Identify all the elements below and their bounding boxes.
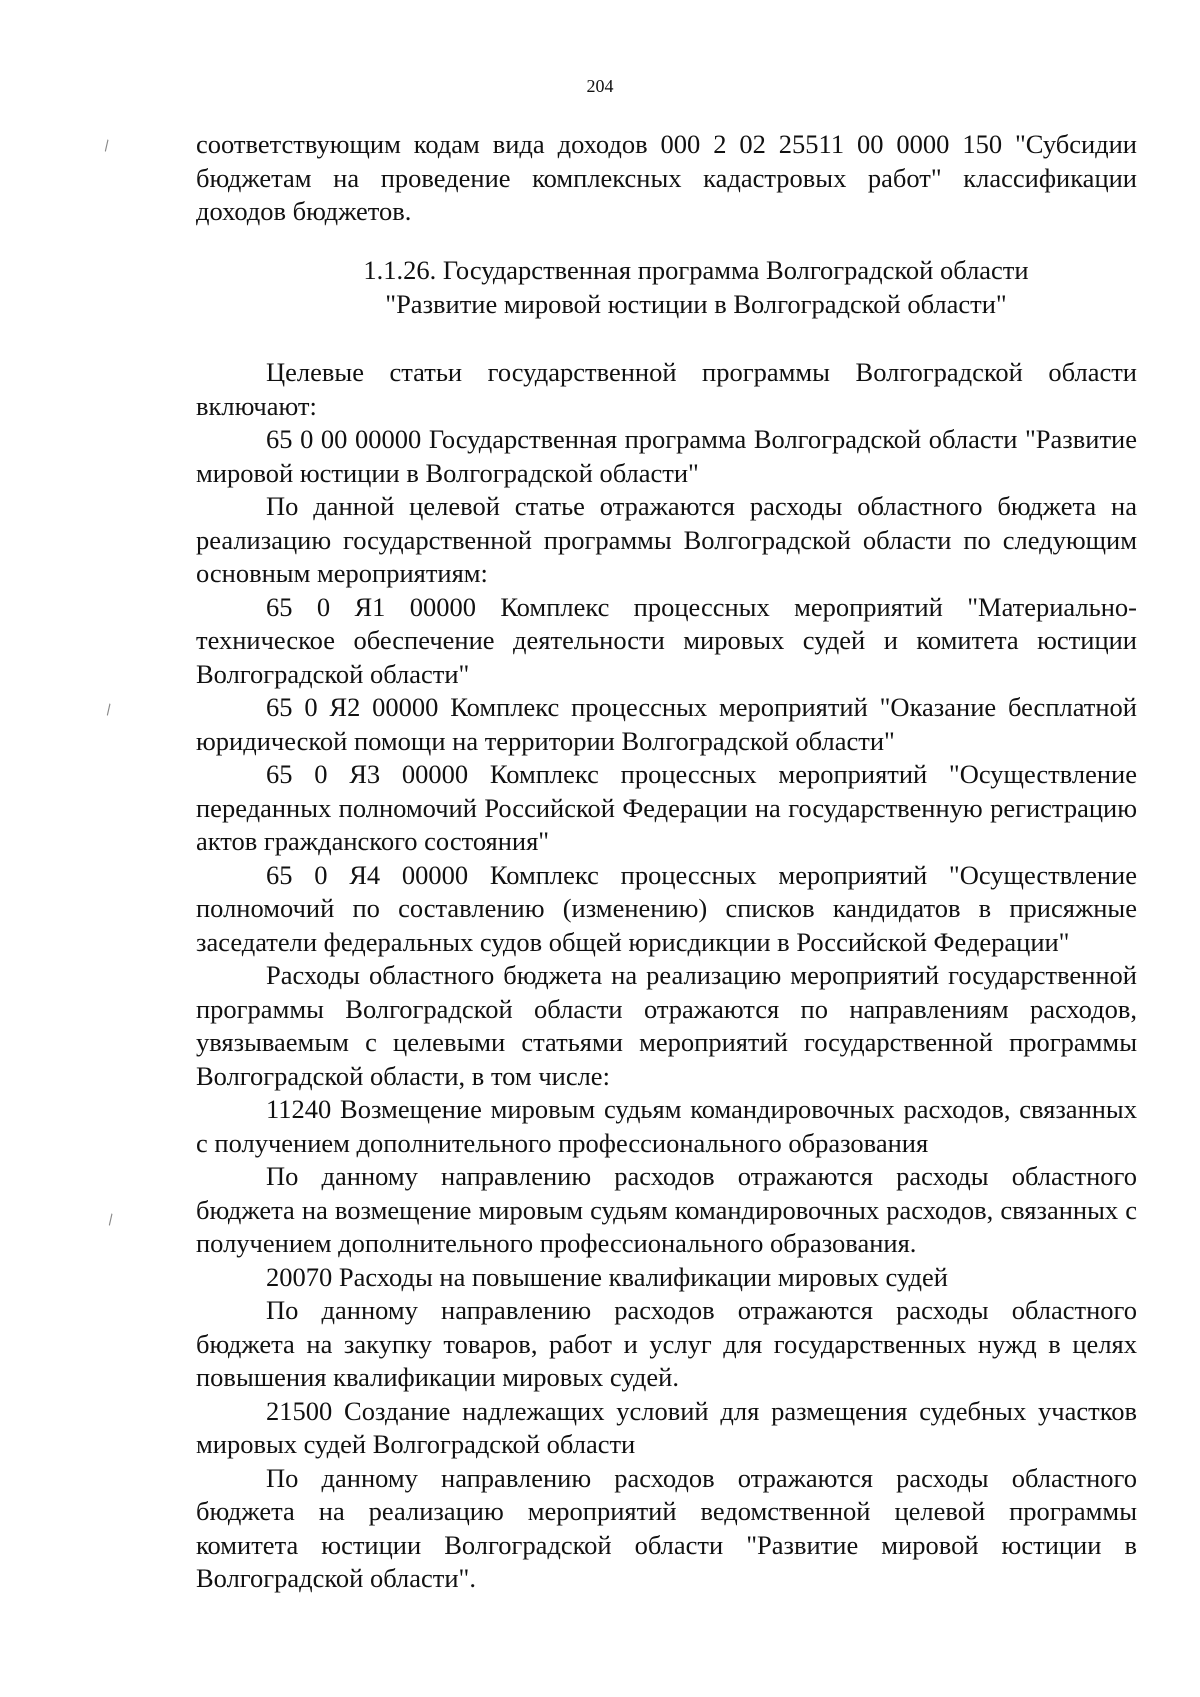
paragraph: 65 0 Я3 00000 Комплекс процессных мероприятий "Осуществление переданных полномочий Российской Федерации на государственную регистрацию актов гражданского состояния" (196, 759, 1137, 856)
continuation-paragraph (196, 128, 1137, 229)
paragraph: 65 0 Я1 00000 Комплекс процессных мероприятий "Материально-техническое обеспечение деятельности мировых судей и комитета юстиции Волгоградской области" (196, 591, 1137, 689)
paragraph: По данному направлению расходов отражаются расходы областного бюджета на закупку товаров, работ и услуг для государственных нужд в целях повышения квалификации мировых судей. (196, 1295, 1137, 1392)
paragraph: По данному направлению расходов отражаются расходы областного бюджета на реализацию мероприятий ведомственной целевой программы комитета юстиции Волгоградской области "Развитие мировой юстиции в Волгоградской области". (196, 1462, 1137, 1593)
paragraph: 20070 Расходы на повышение квалификации мировых судей (266, 1261, 948, 1292)
paragraph: Расходы областного бюджета на реализацию мероприятий государственной программы Волгоградской области отражаются по направлениям расходов, увязываемым с целевыми статьями мероприятий государственной программы Волгоградской области, в том числе: (196, 960, 1137, 1091)
scan-mark: \ (104, 1211, 117, 1229)
paragraph: 65 0 00 00000 Государственная программа Волгоградской области "Развитие мировой юстиции в Волгоградской области" (196, 424, 1137, 488)
section-body (196, 356, 1137, 1596)
section-title-line-1: 1.1.26. Государственная программа Волгоградской области (363, 255, 1029, 285)
scan-mark: \ (100, 137, 113, 155)
paragraph: Целевые статьи государственной программы Волгоградской области включают: (196, 357, 1137, 421)
section-heading (196, 254, 1196, 321)
scan-mark: \ (102, 701, 115, 719)
page-number: 204 (586, 76, 614, 96)
paragraph: По данной целевой статье отражаются расходы областного бюджета на реализацию государственной программы Волгоградской области по следующим основным мероприятиям: (196, 491, 1137, 588)
section-title-line-2: "Развитие мировой юстиции в Волгоградской области" (385, 288, 1007, 319)
paragraph: По данному направлению расходов отражаются расходы областного бюджета на возмещение мировым судьям командировочных расходов, связанных с получением дополнительного профессионального образования. (196, 1161, 1137, 1258)
paragraph: 65 0 Я2 00000 Комплекс процессных мероприятий "Оказание бесплатной юридической помощи на территории Волгоградской области" (196, 692, 1137, 756)
paragraph: 65 0 Я4 00000 Комплекс процессных мероприятий "Осуществление полномочий по составлению (изменению) списков кандидатов в присяжные заседатели федеральных судов общей юрисдикции в Российской Федерации" (196, 859, 1137, 957)
continuation-text: соответствующим кодам вида доходов 000 2 02 25511 00 0000 150 "Субсидии бюджетам на проведение комплексных кадастровых работ" классификации доходов бюджетов. (196, 129, 1137, 226)
paragraph: 21500 Создание надлежащих условий для размещения судебных участков мировых судей Волгоградской области (196, 1395, 1137, 1459)
paragraph: 11240 Возмещение мировым судьям командировочных расходов, связанных с получением дополнительного профессионального образования (196, 1094, 1137, 1158)
